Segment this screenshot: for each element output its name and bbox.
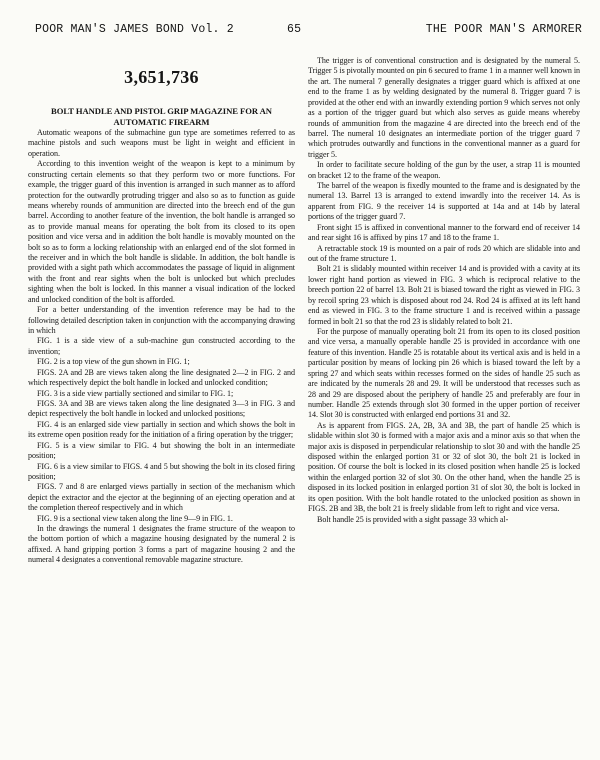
paragraph: According to this invention weight of the weapon is kept to a minimum by constructing certain elements so that they perform two or more functions. For example, the trigger guard of this invention is arranged in such manner as to afford protection for the outwardly protruding trigger and also so as to function as guide means whereby rounds of ammunition are directed into the breech end of the gun barrel. According to another feature of the invention, the bolt handle is arranged so as to provide manual means for operating the bolt from its closed to its open position and vice versa and in addition the bolt handle is movably mounted on the bolt so as to form a locking relationship with an enlarged end of the slot formed in the receiver and in which the bolt handle is slidable. In addition, the bolt handle is provided with a sight path which accommodates the passage of liquid in alignment with the front and rear sights when the bolt is unlocked but which precludes sighting when the bolt is locked. In this manner a visual indication of the locked and unlocked condition of the bolt is afforded. xyxy=(28,159,295,304)
paragraph: Bolt 21 is slidably mounted within receiver 14 and is provided with a cavity at its lower right hand portion as viewed in FIG. 3 which is reciprocal relative to the breech portion 22 of barrel 13. Bolt 21 is biased toward the right as viewed in FIG. 3 by recoil spring 23 which is disposed about rod 24. Rod 24 is affixed at its left hand end as viewed in FIG. 3 to the frame structure 1 and is received within a passage formed in bolt 21 so that the rod 23 is slidably related to bolt 21. xyxy=(308,264,580,326)
paragraph: As is apparent from FIGS. 2A, 2B, 3A and 3B, the part of handle 25 which is slidable within slot 30 is formed with a major axis and a minor axis so that when the major axis is disposed in perpendicular relationship to slot 30 and with the handle 25 disposed within the enlarged portion 31 or 32 of slot 30, the bolt 21 is locked in position. Of course the bolt is locked in its closed position when handle 25 is locked within the enlarged portion 32 of slot 30. On the other hand, when the handle 25 is disposed in its locked position in enlarged portion 31 of slot 30, the bolt is locked in its open position. With the bolt handle rotated to the unlocked position as shown in FIGS. 2B and 3B, the bolt 21 is freely slidable from left to right and vice versa. xyxy=(308,420,580,514)
left-column xyxy=(28,67,295,566)
page-number: 65 xyxy=(287,23,302,36)
running-header xyxy=(35,23,582,39)
paragraph: Front sight 15 is affixed in conventional manner to the forward end of receiver 14 and rear sight 16 is affixed by pins 17 and 18 to the frame 1. xyxy=(308,222,580,243)
header-book-title: POOR MAN'S JAMES BOND Vol. 2 xyxy=(35,23,234,36)
paragraph: FIG. 3 is a side view partially sectioned and similar to FIG. 1; xyxy=(37,388,234,398)
paragraph: FIGS. 3A and 3B are views taken along the line designated 3—3 in FIG. 3 and depict respectively the bolt handle in locked and unlocked positions; xyxy=(28,398,295,419)
article-title-line-1: BOLT HANDLE AND PISTOL GRIP MAGAZINE FOR AN xyxy=(51,106,272,116)
paragraph: FIG. 2 is a top view of the gun shown in FIG. 1; xyxy=(37,357,190,367)
paragraph: For the purpose of manually operating bolt 21 from its open to its closed position and vice versa, a manually operable handle 25 is provided in accordance with one feature of this invention. Handle 25 is rotatable about its vertical axis and is held in a particular position by means of locking pin 26 which is biased toward the left by a spring 27 and which seats within recesses formed on the sides of handle 25 such as are indicated by the numerals 28 and 29. It will be understood that recesses such as 28 and 29 are disposed about the periphery of handle 25 and preferably are four in number. Handle 25 extends through slot 30 formed in the upper portion of receiver 14. Slot 30 is constructed with enlarged end portions 31 and 32. xyxy=(308,326,580,420)
article-title xyxy=(28,106,295,127)
paragraph: FIG. 5 is a view similar to FIG. 4 but showing the bolt in an intermediate position; xyxy=(28,440,295,461)
article-title-line-2: AUTOMATIC FIREARM xyxy=(113,116,210,127)
paragraph: For a better understanding of the invention reference may be had to the following detailed description taken in conjunction with the accompanying drawing in which xyxy=(28,305,295,336)
paragraph: Automatic weapons of the submachine gun type are sometimes referred to as machine pistols and such weapons must be light in weight and efficient in operation. xyxy=(28,128,295,158)
paragraph: In the drawings the numeral 1 designates the frame structure of the weapon to the bottom portion of which a magazine housing designated by the numeral 2 is affixed. A hand gripping portion 3 forms a part of magazine housing 2 and the numeral 4 designates a conventional removable magazine structure. xyxy=(28,524,295,565)
paragraph: The barrel of the weapon is fixedly mounted to the frame and is designated by the numeral 13. Barrel 13 is arranged to extend inwardly into the receiver 14. As is apparent from FIG. 9 the receiver 14 is supported at 14a and at 14b by lateral portions of the trigger guard 7. xyxy=(308,181,580,222)
paragraph: In order to facilitate secure holding of the gun by the user, a strap 11 is mounted on bracket 12 to the frame of the weapon. xyxy=(308,160,580,180)
paragraph: FIG. 1 is a side view of a sub-machine gun constructed according to the invention; xyxy=(28,336,295,356)
paragraph: The trigger is of conventional construction and is designated by the numeral 5. Trigger 5 is pivotally mounted on pin 6 secured to frame 1 in a manner well known in the art. The numeral 7 generally designates a trigger guard which is affixed at one end to the frame 1 as by welding designated by the numeral 8. Trigger guard 7 is provided at the other end with an inwardly extending portion 9 which serves not only as a portion of the trigger guard but which also serves as guide means whereby rounds of ammunition from the magazine 4 are directed into the breech end of the barrel. The numeral 10 designates an intermediate portion of the trigger guard 7 which protrudes outwardly and functions in the conventional manner as a guard for trigger 5. xyxy=(308,56,580,159)
paragraph: FIGS. 7 and 8 are enlarged views partially in section of the mechanism which depict the extractor and the ejector at the beginning of an ejecting operation and at the completion thereof respectively and in which xyxy=(28,482,295,513)
paragraph: FIG. 6 is a view similar to FIGS. 4 and 5 but showing the bolt in its closed firing position; xyxy=(28,461,295,481)
paragraph: Bolt handle 25 is provided with a sight passage 33 which al- xyxy=(317,514,509,524)
paragraph: FIGS. 2A and 2B are views taken along the line designated 2—2 in FIG. 2 and which respectively depict the bolt handle in locked and unlocked condition; xyxy=(28,367,295,388)
paragraph: FIG. 9 is a sectional view taken along the line 9—9 in FIG. 1. xyxy=(37,513,233,523)
patent-number: 3,651,736 xyxy=(124,67,199,87)
right-column xyxy=(308,56,580,525)
header-section-title: THE POOR MAN'S ARMORER xyxy=(425,23,582,36)
paragraph: A retractable stock 19 is mounted on a pair of rods 20 which are slidable into and out of the frame structure 1. xyxy=(308,243,580,264)
paragraph: FIG. 4 is an enlarged side view partially in section and which shows the bolt in its extreme open position ready for the initiation of a firing operation by the trigger; xyxy=(28,419,295,440)
